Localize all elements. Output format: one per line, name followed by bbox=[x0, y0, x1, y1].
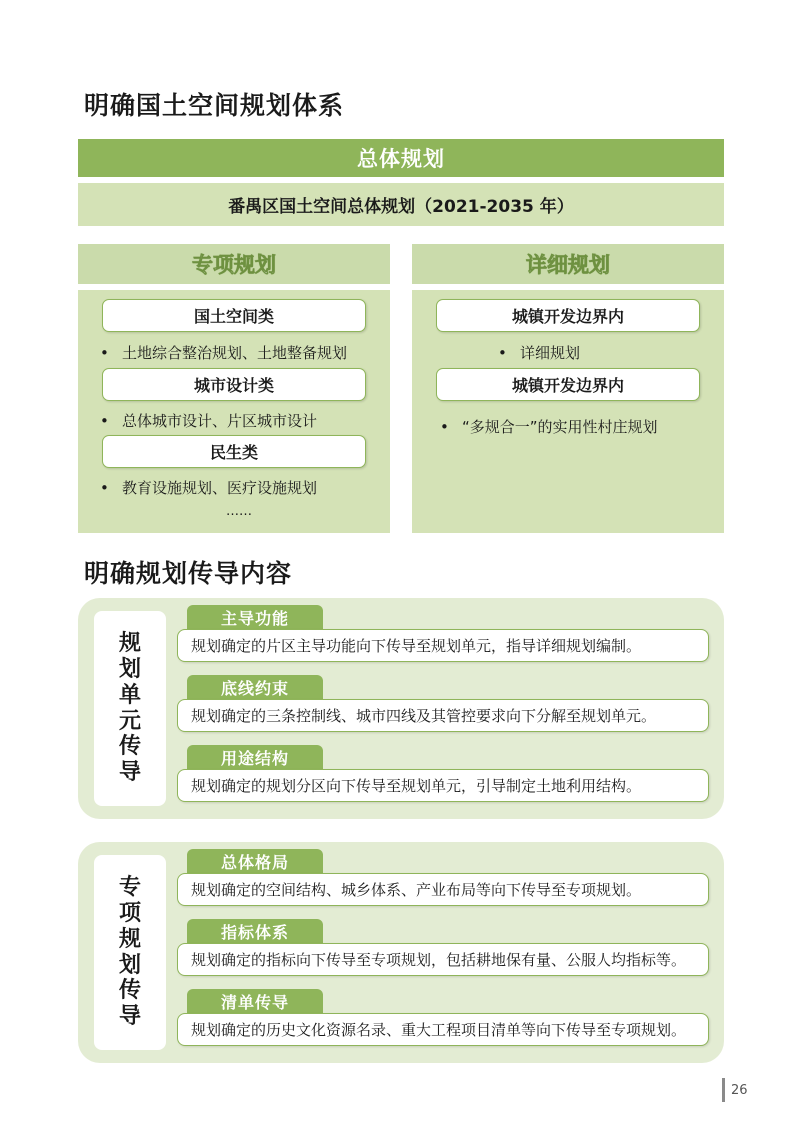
group-label-text: 规划单元传导 bbox=[118, 630, 141, 786]
group-label bbox=[94, 855, 166, 1050]
list-item-text: 教育设施规划、医疗设施规划 bbox=[122, 479, 318, 497]
list-item bbox=[100, 342, 347, 363]
list-item bbox=[100, 477, 317, 498]
special-plan-panel bbox=[78, 290, 390, 533]
category-name: 城镇开发边界内 bbox=[511, 307, 624, 326]
list-item-text: “多规合一”的实用性村庄规划 bbox=[462, 418, 658, 436]
section-title-planning-system: 明确国土空间规划体系 bbox=[84, 91, 345, 120]
overall-plan-header-label: 总体规划 bbox=[357, 147, 445, 171]
item-description: 规划确定的空间结构、城乡体系、产业布局等向下传导至专项规划。 bbox=[177, 873, 709, 906]
detail-plan-panel bbox=[412, 290, 724, 533]
transmission-group-special bbox=[78, 842, 724, 1063]
page-number-marker bbox=[722, 1078, 725, 1102]
category-pill bbox=[436, 368, 700, 401]
bullet-icon: • bbox=[100, 344, 109, 362]
list-item bbox=[440, 416, 658, 437]
detail-plan-header bbox=[412, 244, 724, 284]
item-description: 规划确定的三条控制线、城市四线及其管控要求向下分解至规划单元。 bbox=[177, 699, 709, 732]
group-label bbox=[94, 611, 166, 806]
special-plan-header bbox=[78, 244, 390, 284]
category-pill bbox=[436, 299, 700, 332]
section-title-transmission: 明确规划传导内容 bbox=[84, 559, 293, 588]
detail-plan-header-label: 详细规划 bbox=[526, 253, 610, 277]
item-description: 规划确定的片区主导功能向下传导至规划单元，指导详细规划编制。 bbox=[177, 629, 709, 662]
list-item-text: 详细规划 bbox=[520, 344, 581, 362]
item-tag: 总体格局 bbox=[187, 849, 323, 874]
ellipsis: …… bbox=[226, 504, 252, 519]
item-tag: 底线约束 bbox=[187, 675, 323, 700]
category-name: 城镇开发边界内 bbox=[511, 376, 624, 395]
item-tag: 主导功能 bbox=[187, 605, 323, 630]
overall-plan-header bbox=[78, 139, 724, 177]
list-item bbox=[100, 410, 317, 431]
category-name: 民生类 bbox=[209, 443, 258, 462]
bullet-icon: • bbox=[100, 412, 109, 430]
item-tag: 指标体系 bbox=[187, 919, 323, 944]
category-name: 国土空间类 bbox=[193, 307, 274, 326]
overall-plan-name-label: 番禺区国土空间总体规划（2021-2035 年） bbox=[228, 197, 574, 217]
category-name: 城市设计类 bbox=[193, 376, 274, 395]
transmission-group-unit bbox=[78, 598, 724, 819]
list-item bbox=[498, 342, 580, 363]
bullet-icon: • bbox=[498, 344, 507, 362]
overall-plan-name bbox=[78, 183, 724, 226]
item-description: 规划确定的历史文化资源名录、重大工程项目清单等向下传导至专项规划。 bbox=[177, 1013, 709, 1046]
item-tag: 用途结构 bbox=[187, 745, 323, 770]
bullet-icon: • bbox=[440, 418, 449, 436]
list-item-text: 土地综合整治规划、土地整备规划 bbox=[122, 344, 348, 362]
item-description: 规划确定的规划分区向下传导至规划单元，引导制定土地利用结构。 bbox=[177, 769, 709, 802]
list-item-text: 总体城市设计、片区城市设计 bbox=[122, 412, 318, 430]
category-pill bbox=[102, 368, 366, 401]
item-description: 规划确定的指标向下传导至专项规划，包括耕地保有量、公服人均指标等。 bbox=[177, 943, 709, 976]
category-pill bbox=[102, 435, 366, 468]
group-label-text: 专项规划传导 bbox=[118, 874, 141, 1030]
item-tag: 清单传导 bbox=[187, 989, 323, 1014]
category-pill bbox=[102, 299, 366, 332]
bullet-icon: • bbox=[100, 479, 109, 497]
page-number: 26 bbox=[731, 1083, 748, 1098]
special-plan-header-label: 专项规划 bbox=[192, 253, 276, 277]
